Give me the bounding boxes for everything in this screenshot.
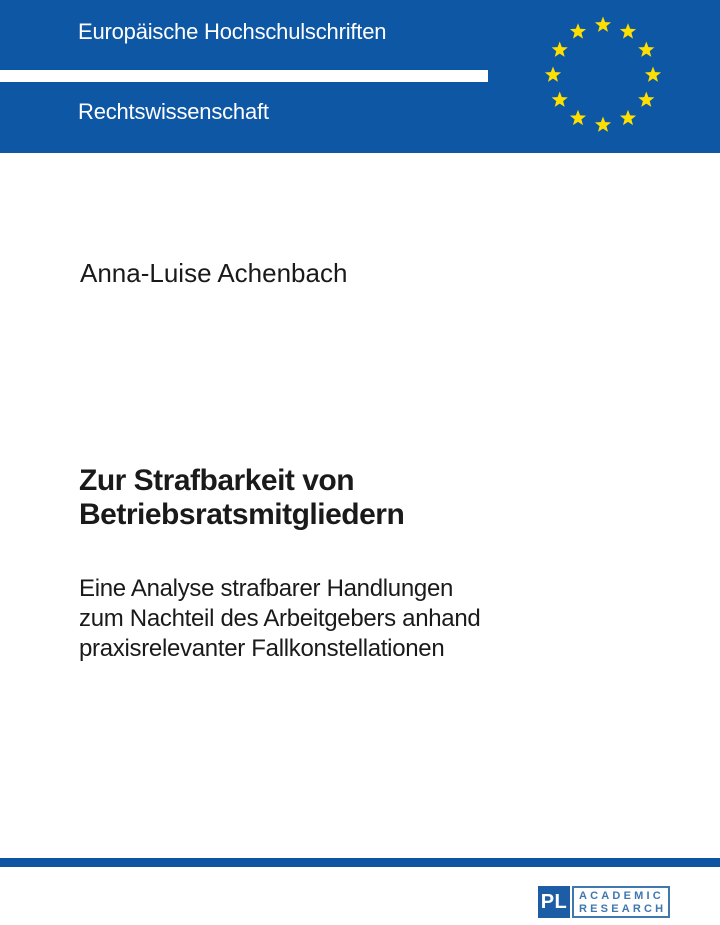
banner-divider <box>0 70 488 82</box>
publisher-monogram: PL <box>538 886 570 918</box>
book-title-line-2: Betriebsratsmitgliedern <box>79 498 405 531</box>
publisher-logo <box>538 886 670 918</box>
publisher-imprint-line-1: ACADEMIC <box>579 889 664 902</box>
book-title-line-1: Zur Strafbarkeit von <box>79 464 355 497</box>
book-subtitle-line-2: zum Nachteil des Arbeitgebers anhand <box>79 605 481 632</box>
book-title <box>79 464 404 532</box>
publisher-imprint-line-2: RESEARCH <box>579 902 667 915</box>
book-subtitle-line-3: praxisrelevanter Fallkonstellationen <box>79 635 445 662</box>
publisher-imprint <box>572 886 670 918</box>
bottom-rule <box>0 858 720 867</box>
series-banner <box>0 0 720 153</box>
series-subtitle: Rechtswissenschaft <box>78 99 269 124</box>
book-subtitle-line-1: Eine Analyse strafbarer Handlungen <box>79 575 454 602</box>
series-title: Europäische Hochschulschriften <box>78 19 387 44</box>
author-name: Anna-Luise Achenbach <box>80 258 348 288</box>
book-subtitle <box>79 574 480 664</box>
